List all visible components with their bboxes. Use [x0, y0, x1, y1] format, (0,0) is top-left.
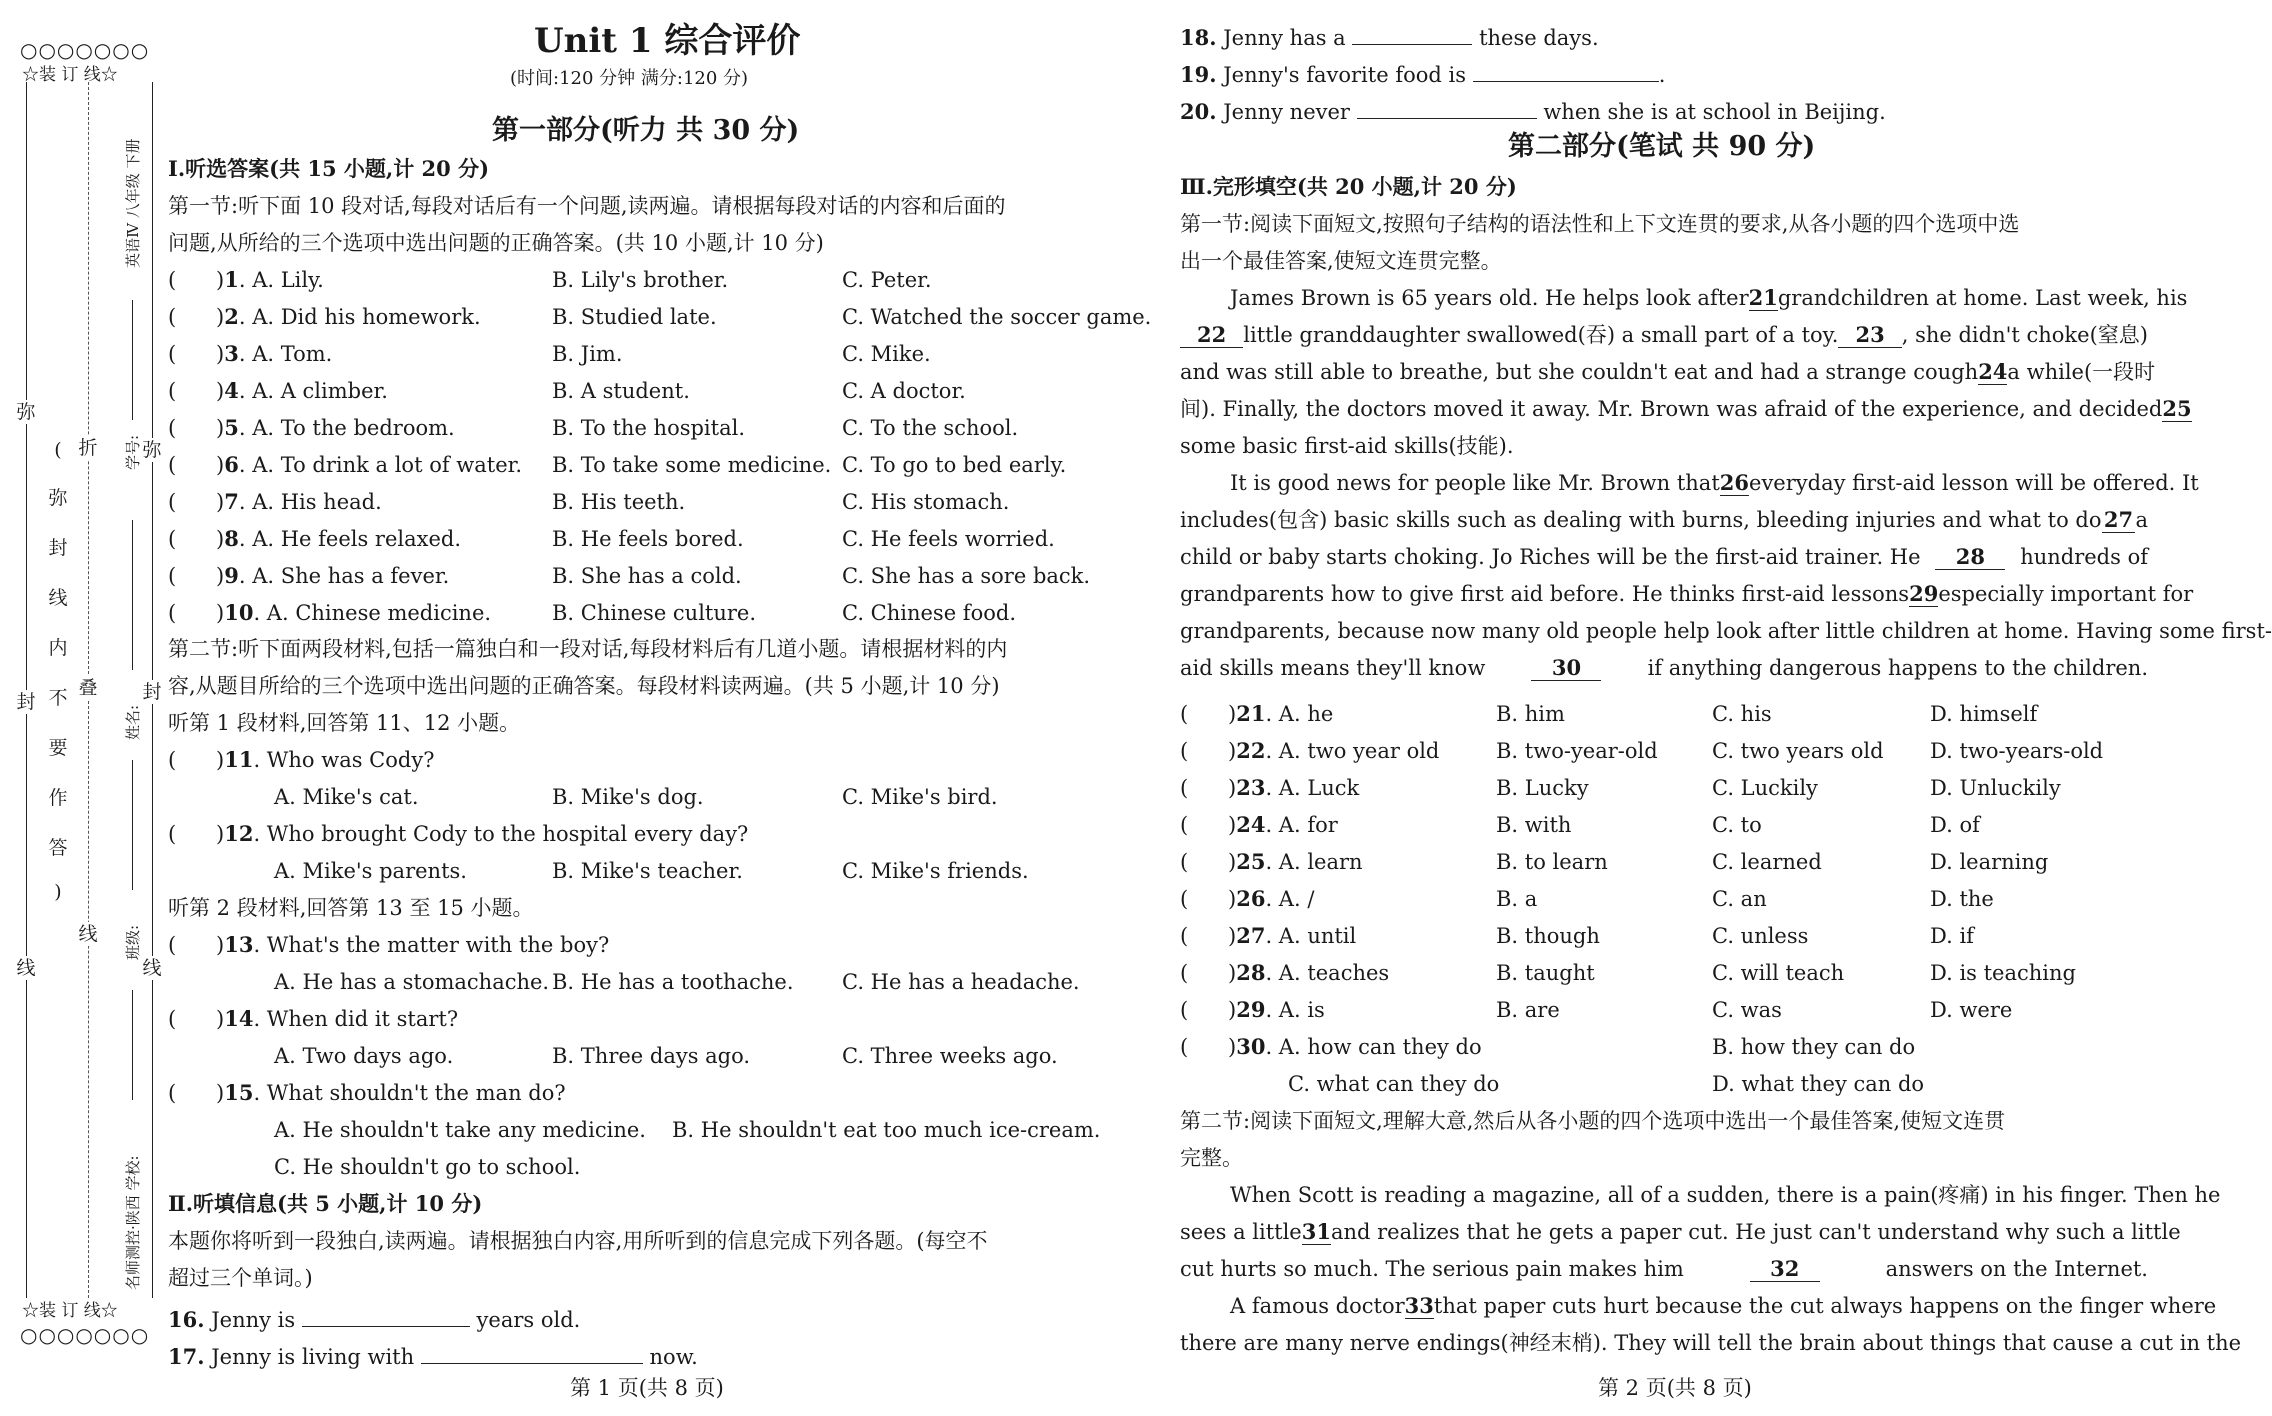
question-text: Jenny has a [1223, 26, 1346, 50]
answer-paren[interactable]: ( [168, 601, 177, 625]
option-a: A. Chinese medicine. [266, 601, 492, 625]
question-number: 8 [224, 526, 239, 551]
option-a: A. A climber. [252, 379, 388, 403]
passage-text: sees a little [1180, 1220, 1302, 1244]
option-a: A. Lily. [252, 268, 324, 292]
passage-text: answers on the Internet. [1885, 1257, 2148, 1281]
option-a: A. he [1278, 702, 1334, 726]
option-b: B. taught [1496, 961, 1595, 985]
answer-paren[interactable]: ( [1180, 776, 1189, 800]
option-c: C. an [1712, 887, 1767, 911]
question-row: ( )4. A. A climber. [168, 378, 388, 403]
blank-number[interactable]: 25 [2162, 396, 2192, 421]
section4-intro: 出一个最佳答案,使短文连贯完整。 [1180, 249, 1502, 273]
passage-line [1180, 544, 2148, 570]
question-18 [1180, 20, 1599, 51]
question-17 [168, 1339, 698, 1370]
question-row: ( )26. A. / [1180, 886, 1315, 911]
field-line [132, 760, 133, 890]
question-number: 13 [224, 932, 254, 957]
question-number: 10 [224, 600, 254, 625]
seal-notice-char: ) [54, 881, 62, 903]
section1-intro: 第一节:听下面 10 段对话,每段对话后有一个问题,读两遍。请根据每段对话的内容和后面的 [168, 194, 1006, 218]
passage-line [1230, 285, 2188, 311]
option-c: C. will teach [1712, 961, 1845, 985]
question-text: What's the matter with the boy? [266, 933, 610, 957]
option-b: B. To the hospital. [552, 416, 745, 440]
option-b: B. Lucky [1496, 776, 1589, 800]
blank-number[interactable]: 30 [1531, 656, 1601, 681]
question-text: when she is at school in Beijing. [1543, 100, 1886, 124]
question-text: these days. [1479, 26, 1599, 50]
answer-paren[interactable]: ( [168, 490, 177, 514]
option-b: B. how they can do [1712, 1035, 1916, 1059]
question-row: ( )10. A. Chinese medicine. [168, 600, 492, 625]
question-row: ( )3. A. Tom. [168, 341, 333, 366]
option-a: A. for [1278, 813, 1338, 837]
passage-line [1180, 1330, 2242, 1356]
option-a: A. Tom. [252, 342, 333, 366]
question-14: ( )14. When did it start? [168, 1006, 459, 1031]
option-a: A. / [1278, 887, 1315, 911]
passage-line [1180, 433, 2148, 459]
section1-heading: Ⅰ.听选答案(共 15 小题,计 20 分) [168, 156, 490, 181]
option-a: A. Luck [1278, 776, 1360, 800]
option-a: A. learn [1278, 850, 1363, 874]
passage-line [1180, 359, 2156, 385]
section3-intro: 超过三个单词。) [168, 1266, 313, 1290]
question-number: 19. [1180, 62, 1217, 87]
question-16 [168, 1302, 580, 1333]
question-text: Jenny is [211, 1308, 296, 1332]
question-number: 3 [224, 341, 239, 366]
passage-text: grandparents, because now many old people help look after little children at home. Having some first- [1180, 619, 2272, 643]
question-12: ( )12. Who brought Cody to the hospital every day? [168, 821, 749, 846]
seal-notice-char: 封 [48, 537, 68, 559]
option-d: D. is teaching [1930, 961, 2076, 985]
passage-text: a while(一段时 [2007, 360, 2156, 384]
page-footer: 第 2 页(共 8 页) [1598, 1376, 1752, 1400]
fold-char: 线 [76, 922, 100, 946]
option-b: B. though [1496, 924, 1600, 948]
seal-notice-char: 不 [48, 687, 68, 709]
passage-text: cut hurts so much. The serious pain makes him [1180, 1257, 1684, 1281]
option-b: B. He feels bored. [552, 527, 744, 551]
passage-text: A famous doctor [1230, 1294, 1405, 1318]
blank-number[interactable]: 24 [1978, 359, 2008, 384]
passage-text: grandparents how to give first aid before. He thinks first-aid lessons [1180, 582, 1910, 606]
option-c: C. learned [1712, 850, 1822, 874]
passage-line [1180, 581, 2194, 607]
option-b: B. Jim. [552, 342, 623, 366]
option-d: D. himself [1930, 702, 2038, 726]
question-number: 26 [1236, 886, 1266, 911]
option-b: B. are [1496, 998, 1560, 1022]
option-a: A. To drink a lot of water. [252, 453, 523, 477]
answer-paren[interactable]: ( [1180, 739, 1189, 763]
option-b: B. She has a cold. [552, 564, 742, 588]
question-row: ( )22. A. two year old [1180, 738, 1440, 763]
binding-circles-top: ○○○○○○○ [20, 38, 150, 62]
question-row: ( )27. A. until [1180, 923, 1357, 948]
section2-intro: 容,从题目所给的三个选项中选出问题的正确答案。每段材料读两遍。(共 5 小题,计 10 分) [168, 674, 1000, 698]
option-b: B. He has a toothache. [552, 970, 794, 994]
passage-text: some basic first-aid skills(技能). [1180, 434, 1514, 458]
question-20 [1180, 94, 1886, 125]
option-a: A. He feels relaxed. [252, 527, 462, 551]
question-30: ( )30. A. how can they do [1180, 1034, 1482, 1059]
question-number: 27 [1236, 923, 1266, 948]
blank-number[interactable]: 28 [1935, 545, 2005, 570]
passage-text: and realizes that he gets a paper cut. He just can't understand why such a little [1330, 1220, 2181, 1244]
option-d: D. if [1930, 924, 1974, 948]
option-c: C. unless [1712, 924, 1809, 948]
passage-text: especially important for [1938, 582, 2194, 606]
question-text: Who was Cody? [266, 748, 435, 772]
option-c: C. A doctor. [842, 379, 966, 403]
passage-text: James Brown is 65 years old. He helps look after [1230, 286, 1749, 310]
question-number: 29 [1236, 997, 1266, 1022]
option-d: D. of [1930, 813, 1980, 837]
question-text: What shouldn't the man do? [266, 1081, 566, 1105]
binding-circles-bottom: ○○○○○○○ [20, 1323, 150, 1347]
option-a: A. how can they do [1278, 1035, 1482, 1059]
passage-text: that paper cuts hurt because the cut always happens on the finger where [1433, 1294, 2217, 1318]
question-number: 2 [224, 304, 239, 329]
question-number: 9 [224, 563, 239, 588]
seal-char: 线 [140, 956, 164, 980]
question-row: ( )21. A. he [1180, 701, 1334, 726]
question-text: Jenny never [1223, 100, 1350, 124]
bind-line-label-bottom: ☆装 订 线☆ [22, 1301, 118, 1321]
answer-blank[interactable] [1352, 20, 1472, 45]
option-c: C. He shouldn't go to school. [274, 1155, 581, 1179]
section1-intro: 问题,从所给的三个选项中选出问题的正确答案。(共 10 小题,计 10 分) [168, 231, 824, 255]
option-c: C. Chinese food. [842, 601, 1016, 625]
question-row: ( )25. A. learn [1180, 849, 1363, 874]
option-c: C. Watched the soccer game. [842, 305, 1152, 329]
passage-line [1180, 507, 2148, 533]
option-c: C. Mike's friends. [842, 859, 1029, 883]
answer-paren[interactable]: ( [168, 268, 177, 292]
question-row: ( )5. A. To the bedroom. [168, 415, 455, 440]
question-number: 14 [224, 1006, 254, 1031]
question-number: 17. [168, 1344, 205, 1369]
option-a: A. Two days ago. [274, 1044, 454, 1068]
passage-text: everyday first-aid lesson will be offered. It [1749, 471, 2199, 495]
section2-intro: 第二节:听下面两段材料,包括一篇独白和一段对话,每段材料后有几道小题。请根据材料的内 [168, 637, 1008, 661]
question-text: Jenny is living with [211, 1345, 415, 1369]
option-c: C. two years old [1712, 739, 1884, 763]
question-number: 21 [1236, 701, 1266, 726]
option-b: B. Chinese culture. [552, 601, 757, 625]
question-text: Jenny's favorite food is [1223, 63, 1466, 87]
passage-text: , she didn't choke(窒息) [1901, 323, 2148, 347]
answer-paren[interactable]: ( [1180, 813, 1189, 837]
option-b: B. Three days ago. [552, 1044, 751, 1068]
material-1-note: 听第 1 段材料,回答第 11、12 小题。 [168, 711, 521, 735]
option-b: B. Mike's teacher. [552, 859, 743, 883]
question-row: ( )23. A. Luck [1180, 775, 1360, 800]
option-a: A. Mike's cat. [274, 785, 419, 809]
option-d: D. what they can do [1712, 1072, 1925, 1096]
option-c: C. Peter. [842, 268, 932, 292]
seal-notice-char: ( [54, 439, 62, 461]
seal-notice-char: 线 [48, 587, 68, 609]
passage-text: When Scott is reading a magazine, all of a sudden, there is a pain(疼痛) in his finger. Then he [1230, 1183, 2221, 1207]
option-b: B. to learn [1496, 850, 1608, 874]
student-field-number: 学号: [124, 434, 142, 470]
blank-number[interactable]: 23 [1838, 323, 1901, 348]
section5-intro: 第二节:阅读下面短文,理解大意,然后从各小题的四个选项中选出一个最佳答案,使短文连贯 [1180, 1109, 2006, 1133]
passage-line [1180, 396, 2192, 422]
question-number: 25 [1236, 849, 1266, 874]
passage-text: there are many nerve endings(神经末梢). They will tell the brain about things that cause a cut in the [1180, 1331, 2242, 1355]
option-b: B. A student. [552, 379, 690, 403]
option-b: B. two-year-old [1496, 739, 1658, 763]
question-row: ( )6. A. To drink a lot of water. [168, 452, 523, 477]
option-d: D. Unluckily [1930, 776, 2061, 800]
part1-title: 第一部分(听力 共 30 分) [492, 115, 800, 146]
question-number: 23 [1236, 775, 1266, 800]
passage-text: if anything dangerous happens to the children. [1647, 656, 2148, 680]
passage-text: child or baby starts choking. Jo Riches will be the first-aid trainer. He [1180, 545, 1921, 569]
answer-paren[interactable]: ( [168, 527, 177, 551]
passage-text: little granddaughter swallowed(吞) a small part of a toy. [1243, 323, 1839, 347]
question-number: 7 [224, 489, 239, 514]
seal-notice-char: 内 [48, 637, 68, 659]
blank-number[interactable]: 27 [2102, 508, 2136, 533]
seal-char: 线 [14, 956, 38, 980]
answer-paren[interactable]: ( [168, 564, 177, 588]
blank-number[interactable]: 31 [1301, 1219, 1331, 1244]
option-c: C. His stomach. [842, 490, 1010, 514]
question-number: 20. [1180, 99, 1217, 124]
question-19 [1180, 57, 1665, 88]
answer-paren[interactable]: ( [1180, 850, 1189, 874]
answer-blank[interactable] [1473, 57, 1659, 82]
option-b: B. His teeth. [552, 490, 686, 514]
time-info: (时间:120 分钟 满分:120 分) [510, 68, 749, 89]
seal-notice-char: 要 [48, 737, 68, 759]
option-b: B. him [1496, 702, 1565, 726]
question-number: 4 [224, 378, 239, 403]
answer-blank[interactable] [421, 1339, 643, 1364]
blank-number[interactable]: 22 [1180, 323, 1243, 348]
question-text: Who brought Cody to the hospital every day? [266, 822, 749, 846]
option-d: D. learning [1930, 850, 2049, 874]
passage-line [1230, 470, 2199, 496]
option-b: B. Mike's dog. [552, 785, 704, 809]
passage-line [1180, 618, 2272, 644]
passage-line [1230, 1293, 2217, 1319]
blank-number[interactable]: 26 [1719, 470, 1750, 495]
answer-paren[interactable]: ( [1180, 924, 1189, 948]
option-a: A. She has a fever. [252, 564, 450, 588]
option-c: C. Mike's bird. [842, 785, 998, 809]
question-text: now. [649, 1345, 698, 1369]
question-15: ( )15. What shouldn't the man do? [168, 1080, 566, 1105]
option-c: C. He feels worried. [842, 527, 1055, 551]
question-number: 16. [168, 1307, 205, 1332]
option-c: C. To the school. [842, 416, 1019, 440]
passage-text: 间). Finally, the doctors moved it away. Mr. Brown was afraid of the experience, and decided [1180, 397, 2163, 421]
question-row: ( )7. A. His head. [168, 489, 382, 514]
option-b: B. Lily's brother. [552, 268, 729, 292]
option-b: B. To take some medicine. [552, 453, 832, 477]
question-number: 11 [224, 747, 254, 772]
question-number: 15 [224, 1080, 254, 1105]
passage-line [1180, 655, 2148, 681]
option-a: A. He has a stomachache. [274, 970, 550, 994]
fold-char: 叠 [76, 676, 100, 700]
passage-line [1180, 1256, 2148, 1282]
option-b: B. Studied late. [552, 305, 717, 329]
question-13: ( )13. What's the matter with the boy? [168, 932, 610, 957]
blank-number[interactable]: 32 [1750, 1257, 1820, 1282]
book-info: 英语Ⅳ 八年级 下册 [124, 138, 142, 268]
answer-paren[interactable]: ( [168, 379, 177, 403]
seal-char: 封 [14, 690, 38, 714]
option-c: C. what can they do [1288, 1072, 1500, 1096]
answer-paren[interactable]: ( [168, 416, 177, 440]
passage-text: includes(包含) basic skills such as dealing with burns, bleeding injuries and what to do [1180, 508, 2102, 532]
fold-char: 折 [76, 436, 100, 460]
option-c: C. his [1712, 702, 1772, 726]
section3-heading: Ⅱ.听填信息(共 5 小题,计 10 分) [168, 1191, 483, 1216]
question-row: ( )9. A. She has a fever. [168, 563, 450, 588]
seal-char: 弥 [140, 438, 164, 462]
answer-paren[interactable]: ( [1180, 887, 1189, 911]
passage-line [1180, 322, 2148, 348]
option-c: C. She has a sore back. [842, 564, 1091, 588]
section4-intro: 第一节:阅读下面短文,按照句子结构的语法性和上下文连贯的要求,从各小题的四个选项中选 [1180, 212, 2020, 236]
field-line [132, 990, 133, 1100]
answer-paren[interactable]: ( [1180, 998, 1189, 1022]
blank-number[interactable]: 29 [1909, 581, 1939, 606]
passage-text: aid skills means they'll know [1180, 656, 1486, 680]
bind-line-label-top: ☆装 订 线☆ [22, 65, 118, 85]
question-text: When did it start? [266, 1007, 459, 1031]
passage-text: hundreds of [2020, 545, 2148, 569]
option-d: D. the [1930, 887, 1994, 911]
answer-paren[interactable]: ( [168, 305, 177, 329]
blank-number[interactable]: 21 [1748, 285, 1778, 310]
question-number: 1 [224, 267, 239, 292]
option-b: B. He shouldn't eat too much ice-cream. [672, 1118, 1101, 1142]
student-field-name: 姓名: [124, 704, 142, 740]
option-c: C. Mike. [842, 342, 931, 366]
question-row: ( )8. A. He feels relaxed. [168, 526, 462, 551]
passage-text: a [2135, 508, 2148, 532]
question-text: years old. [476, 1308, 581, 1332]
answer-paren[interactable]: ( [1180, 961, 1189, 985]
option-d: D. were [1930, 998, 2013, 1022]
answer-paren[interactable]: ( [168, 342, 177, 366]
option-a: A. is [1278, 998, 1325, 1022]
student-field-class: 班级: [124, 924, 142, 960]
section3-intro: 本题你将听到一段独白,读两遍。请根据独白内容,用所听到的信息完成下列各题。(每空不 [168, 1229, 988, 1253]
question-row: ( )2. A. Did his homework. [168, 304, 481, 329]
section4-heading: Ⅲ.完形填空(共 20 小题,计 20 分) [1180, 174, 1517, 199]
part2-title: 第二部分(笔试 共 90 分) [1508, 131, 1816, 162]
passage-text: grandchildren at home. Last week, his [1777, 286, 2188, 310]
blank-number[interactable]: 33 [1404, 1293, 1434, 1318]
seal-notice-char: 弥 [48, 487, 68, 509]
page-title: Unit 1 综合评价 [534, 21, 801, 61]
seal-char: 封 [140, 680, 164, 704]
section5-intro: 完整。 [1180, 1146, 1243, 1170]
seal-notice-char: 作 [48, 787, 68, 809]
question-text: . [1658, 63, 1666, 87]
question-row: ( )29. A. is [1180, 997, 1325, 1022]
option-b: B. with [1496, 813, 1572, 837]
question-number: 30 [1236, 1034, 1266, 1059]
passage-line [1230, 1182, 2221, 1208]
option-b: B. a [1496, 887, 1538, 911]
question-row: ( )1. A. Lily. [168, 267, 324, 292]
answer-paren[interactable]: ( [168, 453, 177, 477]
option-d: D. two-years-old [1930, 739, 2104, 763]
question-number: 12 [224, 821, 254, 846]
question-11: ( )11. Who was Cody? [168, 747, 435, 772]
field-line [132, 520, 133, 670]
seal-notice-char: 答 [48, 837, 68, 859]
option-a: A. To the bedroom. [252, 416, 455, 440]
passage-line [1180, 1219, 2181, 1245]
option-a: A. teaches [1278, 961, 1390, 985]
answer-blank[interactable] [302, 1302, 470, 1327]
option-a: A. His head. [252, 490, 382, 514]
seal-char: 弥 [14, 400, 38, 424]
passage-text: It is good news for people like Mr. Brown that [1230, 471, 1720, 495]
material-2-note: 听第 2 段材料,回答第 13 至 15 小题。 [168, 896, 534, 920]
field-line [132, 300, 133, 420]
option-a: A. He shouldn't take any medicine. [274, 1118, 646, 1142]
option-a: A. Did his homework. [252, 305, 481, 329]
question-row: ( )24. A. for [1180, 812, 1338, 837]
page-footer: 第 1 页(共 8 页) [570, 1376, 724, 1400]
option-a: A. Mike's parents. [274, 859, 467, 883]
student-field-school: 名师测控·陕西 学校: [124, 1155, 142, 1290]
option-a: A. until [1278, 924, 1357, 948]
question-number: 28 [1236, 960, 1266, 985]
option-c: C. was [1712, 998, 1782, 1022]
question-number: 22 [1236, 738, 1266, 763]
question-number: 18. [1180, 25, 1217, 50]
question-number: 5 [224, 415, 239, 440]
option-c: C. Three weeks ago. [842, 1044, 1058, 1068]
option-c: C. to [1712, 813, 1762, 837]
answer-paren[interactable]: ( [1180, 702, 1189, 726]
option-c: C. He has a headache. [842, 970, 1080, 994]
question-row: ( )28. A. teaches [1180, 960, 1390, 985]
answer-blank[interactable] [1357, 94, 1537, 119]
option-c: C. To go to bed early. [842, 453, 1067, 477]
question-number: 6 [224, 452, 239, 477]
option-c: C. Luckily [1712, 776, 1818, 800]
passage-text: and was still able to breathe, but she couldn't eat and had a strange cough [1180, 360, 1979, 384]
question-number: 24 [1236, 812, 1266, 837]
option-a: A. two year old [1278, 739, 1440, 763]
